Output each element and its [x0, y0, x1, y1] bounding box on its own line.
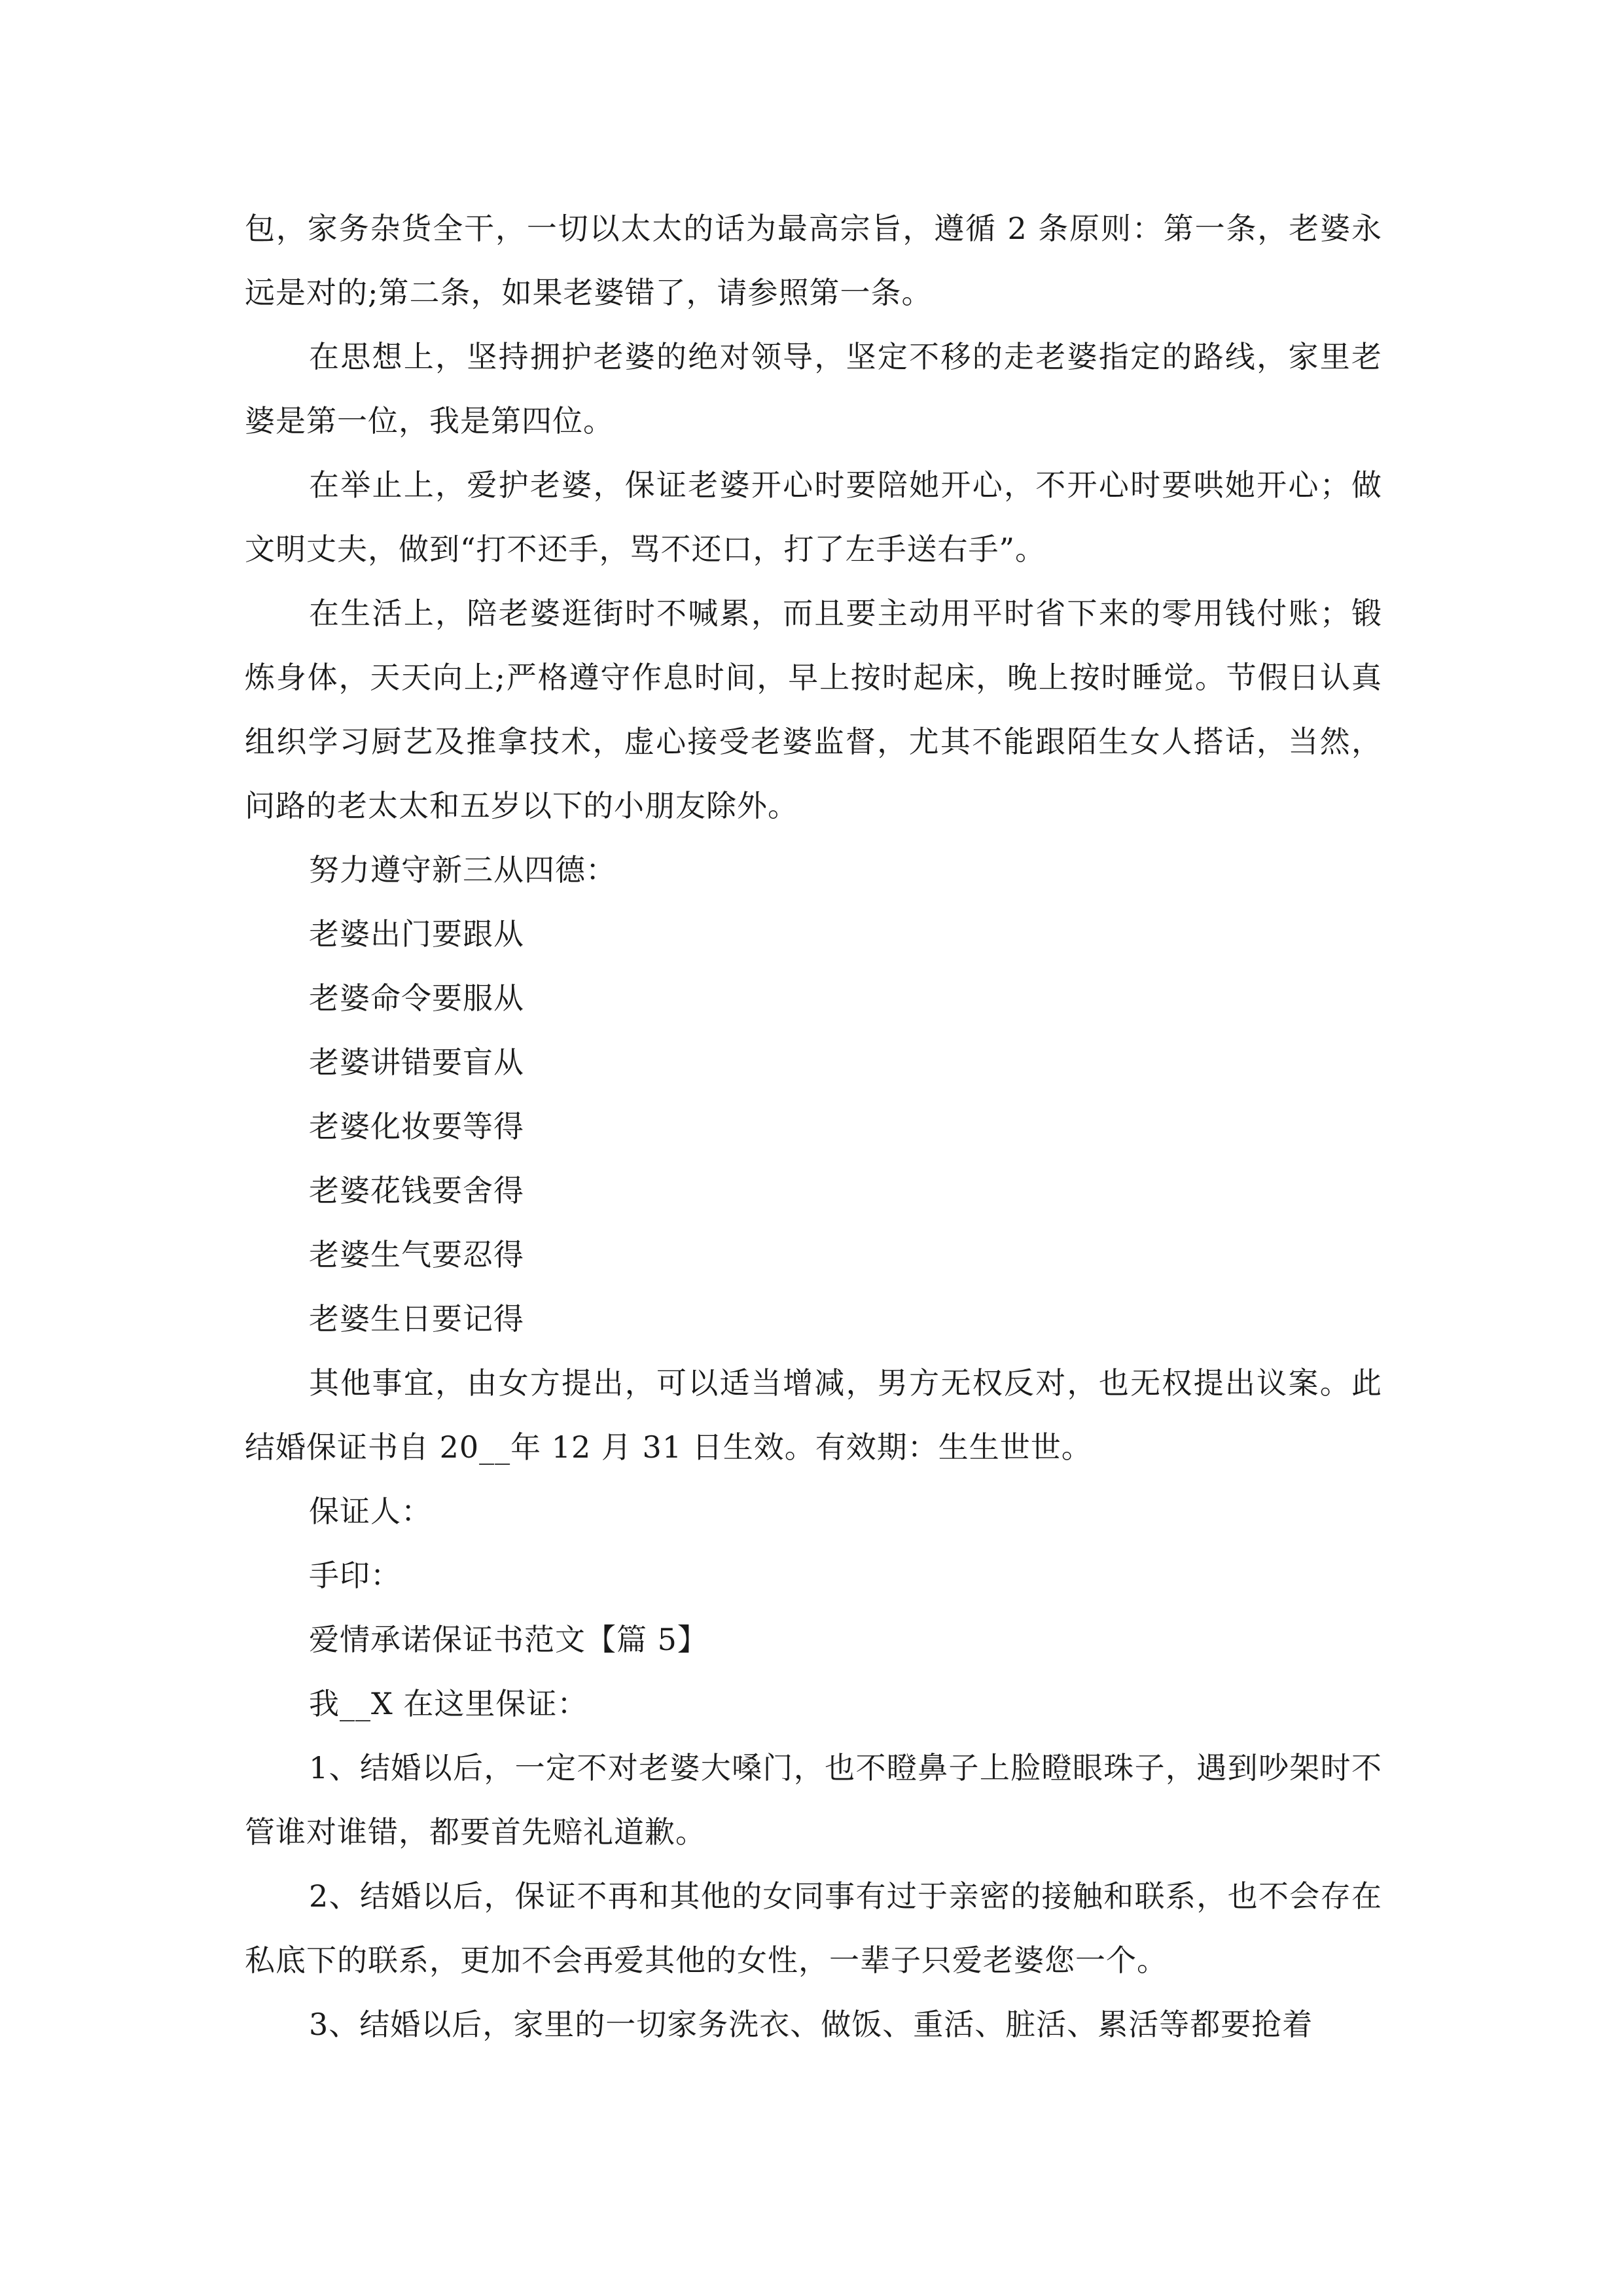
fingerprint-label: 手印： — [309, 1558, 401, 1593]
paragraph-virtues-intro: 努力遵守新三从四德： — [309, 852, 616, 888]
guarantor-label: 保证人： — [309, 1494, 432, 1529]
paragraph-life: 在生活上，陪老婆逛街时不喊累，而且要主动用平时省下来的零用钱付账；锻炼身体，天天向上;严格遵守作息时间，早上按时起床，晚上按时睡觉。节假日认真组织学习厨艺及推拿技术，虚心接受老婆监督，尤其不能跟陌生女人搭话，当然，问路的老太太和五岁以下的小朋友除外。 — [245, 596, 1382, 823]
rule-item: 老婆生气要忍得 — [309, 1237, 524, 1272]
document-body — [245, 196, 1382, 2056]
paragraph-behavior: 在举止上，爱护老婆，保证老婆开心时要陪她开心，不开心时要哄她开心；做文明丈夫，做到“打不还手，骂不还口，打了左手送右手”。 — [245, 467, 1382, 567]
section-heading: 爱情承诺保证书范文【篇 5】 — [309, 1622, 708, 1657]
numbered-item-3: 3、结婚以后，家里的一切家务洗衣、做饭、重活、脏活、累活等都要抢着 — [309, 2007, 1313, 2042]
rule-item: 老婆生日要记得 — [309, 1301, 524, 1336]
paragraph-continuation: 包，家务杂货全干，一切以太太的话为最高宗旨，遵循 2 条原则：第一条，老婆永远是对的;第二条，如果老婆错了，请参照第一条。 — [245, 211, 1382, 310]
paragraph-other-matters: 其他事宜，由女方提出，可以适当增减，男方无权反对，也无权提出议案。此结婚保证书自 20__年 12 月 31 日生效。有效期：生生世世。 — [245, 1365, 1382, 1465]
rule-item: 老婆花钱要舍得 — [309, 1173, 524, 1208]
paragraph-thought: 在思想上，坚持拥护老婆的绝对领导，坚定不移的走老婆指定的路线，家里老婆是第一位，我是第四位。 — [245, 339, 1382, 439]
rule-item: 老婆讲错要盲从 — [309, 1045, 524, 1080]
numbered-item-2: 2、结婚以后，保证不再和其他的女同事有过于亲密的接触和联系，也不会存在私底下的联系，更加不会再爱其他的女性，一辈子只爱老婆您一个。 — [245, 1878, 1382, 1978]
numbered-item-1: 1、结婚以后，一定不对老婆大嗓门，也不瞪鼻子上脸瞪眼珠子，遇到吵架时不管谁对谁错，都要首先赔礼道歉。 — [245, 1750, 1382, 1850]
rule-item: 老婆出门要跟从 — [309, 916, 524, 952]
rule-item: 老婆命令要服从 — [309, 980, 524, 1016]
rule-item: 老婆化妆要等得 — [309, 1109, 524, 1144]
section-intro: 我__X 在这里保证： — [309, 1686, 588, 1721]
